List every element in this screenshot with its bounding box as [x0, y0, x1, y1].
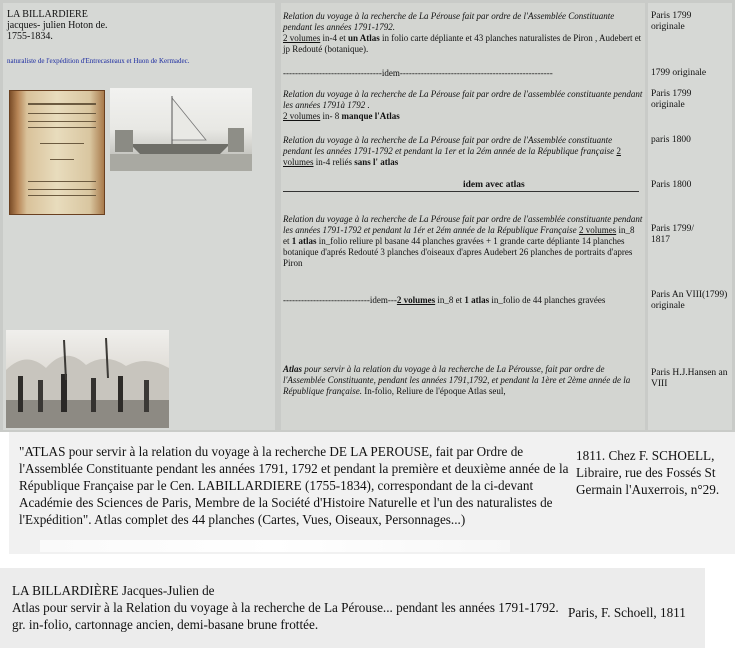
listing-details: Atlas pour servir à la Relation du voyage à la recherche de La Pérouse... pendant les années 1791-1792. gr. in-folio, cartonnage ancien, demi-basane brune frottée.: [12, 600, 559, 632]
author-note: naturaliste de l'expédition d'Entrecasteaux et Huon de Kermadec.: [7, 57, 190, 65]
natives-engraving-image: [6, 330, 169, 428]
entry-description: Relation du voyage à la recherche de La Pérouse fait par ordre de l'Assemblée Constituante pendant les années 1791-1792. 2 volumes in-4 et un Atlas in folio carte dépliante et 43 planches naturalistes de Piron , Audebert et jp Redouté (botanique).: [283, 11, 642, 54]
entry-idem-rule: ---------------------------------idem---------------------------------------------------: [283, 68, 553, 78]
listing-publisher: Paris, F. Schoell, 1811: [568, 605, 686, 620]
entry-place-date: Paris 1800: [651, 180, 692, 190]
entry-description: Relation du voyage à la recherche de La Pérouse fait par ordre de l'Assemblée constituante pendant les années 1791-1792 et pendant la 1er et la 2ém année de la République française 2 volumes in-4 reliés sans l' atlas: [283, 135, 621, 167]
entry-description: Atlas pour servir à la relation du voyage à la recherche de La Pérousse, fait par ordre de l'Assemblée Constituante, pendant les années 1791,1792, et pendant la 1ère et 2ème année de la République française. In-folio, Reliure de l'époque Atlas seul,: [283, 364, 631, 396]
entry-place-date: Paris H.J.Hansen an VIII: [651, 368, 728, 389]
book-title-page-image: [9, 90, 105, 215]
author-line: jacques- julien Hoton de.: [7, 20, 108, 31]
listing-description: [12, 582, 568, 633]
ship-engraving-image: [110, 88, 252, 171]
entry-place-date: 1799 originale: [651, 68, 707, 78]
entry-description: Relation du voyage à la recherche de La Pérouse fait par ordre de l'assemblée constituante pendant les années 1791-1792 et pendant la 1ér et 2ém année de la République Française 2 volumes in_8 et 1 atlas in_folio reliure pl basane 44 planches gravées + 1 grande carte dépliante 14 planches botanique d'aprés Redouté 3 planches d'oiseaux d'apres Audebert 26 planches de portraits d'apres Piron: [283, 214, 643, 268]
idem-with-atlas-label: idem avec atlas: [463, 180, 525, 190]
entry-idem-line: [283, 181, 639, 192]
entry-place-date: Paris An VIII(1799) originale: [651, 290, 728, 311]
listing-publisher: 1811. Chez F. SCHOELL, Libraire, rue des Fossés St Germain l'Auxerrois, n°29.: [576, 448, 720, 497]
entry-place-date: Paris 1799 originale: [651, 89, 692, 110]
entry-place-date: paris 1800: [651, 135, 691, 145]
author-dates: 1755-1834.: [7, 31, 53, 42]
listing-quote: "ATLAS pour servir à la relation du voyage à la recherche DE LA PEROUSE, fait par Ordre de l'Assemblée Constituante pendant les années 1791, 1792 et pendant la première et deuxième année de la République Française par le Cen. LABILLARDIERE (1755-1834), correspondant de la ci-devant Académie des Sciences de Paris, Membre de la Société d'Histoire Naturelle et l'un des naturalistes de l'Expédition". Atlas complet des 44 planches (Cartes, Vues, Oiseaux, Personnages...): [19, 444, 569, 527]
entry-description: -----------------------------idem---2 volumes in_8 et 1 atlas in_folio de 44 planches gravées: [283, 295, 606, 305]
listing-author: LA BILLARDIÈRE Jacques-Julien de: [12, 583, 215, 598]
entry-place-date: Paris 1799 originale: [651, 11, 692, 32]
author-line: LA BILLARDIERE: [7, 9, 88, 20]
entry-place-date: Paris 1799/ 1817: [651, 224, 695, 245]
blurred-strip: [40, 540, 510, 552]
entry-description: Relation du voyage à la recherche de La Pérouse fait par ordre de l'assemblée constituante pendant les années 1791à 1792 . 2 volumes in- 8 manque l'Atlas: [283, 89, 643, 121]
author-name: [7, 9, 108, 42]
